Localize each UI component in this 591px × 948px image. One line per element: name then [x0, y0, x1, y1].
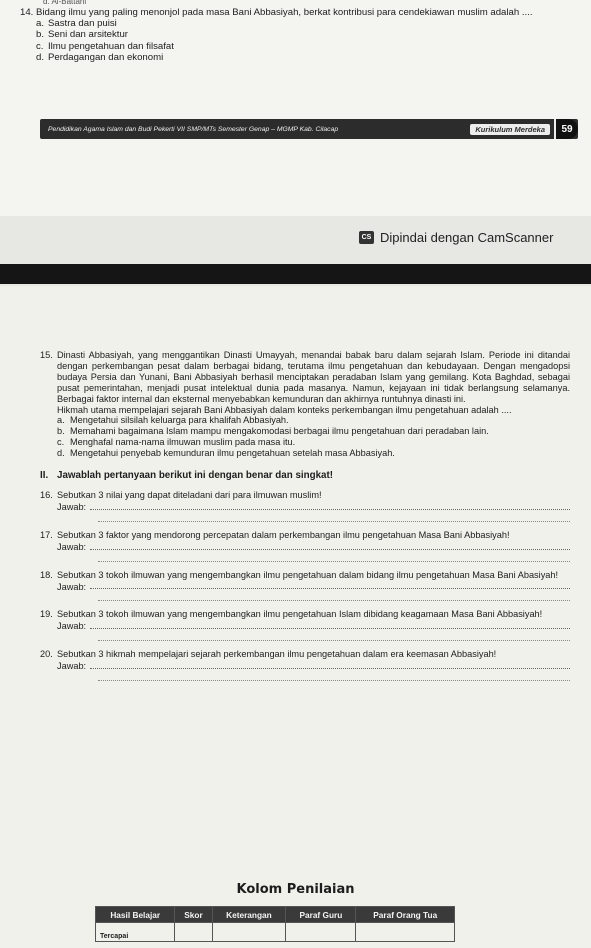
question-text: Bidang ilmu yang paling menonjol pada masa Bani Abbasiyah, berkat kontribusi para cendekiawan muslim adalah ....	[36, 7, 533, 18]
answer-line[interactable]: Jawab:	[40, 621, 570, 632]
reading-paragraph: Dinasti Abbasiyah, yang menggantikan Dinasti Umayyah, menandai babak baru dalam sejarah Islam. Periode ini ditandai dengan perkembangan pesat dalam berbagai bidang, terutama ilmu pengetahuan dan kebudayaan. Dengan mengadopsi budaya Persia dan Yunani, Bani Abbasiyah berhasil menciptakan peradaban Islam yang gemilang. Kota Baghdad, sebagai pusat pemerintahan, menjadi pusat intelektual dunia pada masanya. Namun, kejayaan ini tidak berlangsung selamanya. Berbagai faktor internal dan eksternal menyebabkan kemunduran dan akhirnya runtuhnya dinasti ini.	[57, 350, 570, 404]
question-14	[20, 0, 572, 63]
option-d: d. Mengetahui penyebab kemunduran ilmu pengetahuan setelah masa Abbasiyah.	[57, 448, 395, 459]
answer-line[interactable]: Jawab:	[40, 542, 570, 553]
row-label: Tercapai	[96, 923, 175, 942]
question-number: 14.	[20, 7, 34, 18]
header-hasil-belajar: Hasil Belajar	[96, 907, 175, 923]
header-skor: Skor	[175, 907, 212, 923]
worksheet-content	[40, 350, 570, 681]
footer-text: Pendidikan Agama Islam dan Budi Pekerti VII SMP/MTs Semester Genap – MGMP Kab. Cilacap	[48, 125, 339, 133]
note-cell[interactable]	[212, 923, 286, 942]
table-row	[96, 923, 455, 942]
essay-question-17: 17. Sebutkan 3 faktor yang mendorong percepatan dalam perkembangan ilmu pengetahuan Masa Bani Abbasiyah! Jawab:	[40, 530, 570, 562]
option-c: c. Menghafal nama-nama ilmuwan muslim pada masa itu.	[57, 437, 296, 448]
page-footer	[40, 119, 578, 139]
option-d: d. Perdagangan dan ekonomi	[36, 51, 164, 63]
header-paraf-guru: Paraf Guru	[286, 907, 356, 923]
option-a: a. Mengetahui silsilah keluarga para khalifah Abbasiyah.	[57, 415, 289, 426]
question-number: 15.	[40, 350, 53, 360]
header-paraf-orang-tua: Paraf Orang Tua	[356, 907, 455, 923]
teacher-sign-cell[interactable]	[286, 923, 356, 942]
option-c: c. Ilmu pengetahuan dan filsafat	[36, 40, 174, 52]
assessment-table	[95, 906, 455, 942]
answer-line-extra[interactable]	[98, 672, 570, 681]
question-15	[40, 350, 570, 415]
essay-question-20: 20. Sebutkan 3 hikmah mempelajari sejarah perkembangan ilmu pengetahuan dalam era keemasan Abbasiyah! Jawab:	[40, 649, 570, 681]
answer-line-extra[interactable]	[98, 513, 570, 522]
curriculum-badge: Kurikulum Merdeka	[470, 124, 550, 135]
camscanner-watermark	[359, 230, 553, 245]
answer-line-extra[interactable]	[98, 632, 570, 641]
scan-edge-bar	[0, 264, 591, 284]
top-page	[0, 0, 591, 216]
header-keterangan: Keterangan	[212, 907, 286, 923]
option-b: b. Memahami bagaimana Islam mampu mengakomodasi berbagai ilmu pengetahuan dari peradaban lain.	[57, 426, 489, 437]
question-text: Hikmah utama mempelajari sejarah Bani Abbasiyah dalam konteks perkembangan ilmu pengetahuan adalah ....	[57, 404, 512, 415]
answer-line[interactable]: Jawab:	[40, 582, 570, 593]
answer-line[interactable]: Jawab:	[40, 661, 570, 672]
answer-line-extra[interactable]	[98, 592, 570, 601]
cut-option: d. Al-Battani	[43, 0, 87, 6]
assessment-title: Kolom Penilaian	[236, 882, 355, 897]
camscanner-text: Dipindai dengan CamScanner	[380, 230, 554, 245]
option-b: b. Seni dan arsitektur	[36, 29, 128, 41]
section-heading: II. Jawablah pertanyaan berikut ini dengan benar dan singkat!	[40, 470, 334, 482]
bottom-page	[0, 286, 591, 948]
essay-question-19: 19. Sebutkan 3 tokoh ilmuwan yang mengembangkan ilmu pengetahuan Islam dibidang keagamaan Masa Bani Abbasiyah! Jawab:	[40, 609, 570, 641]
answer-line[interactable]: Jawab:	[40, 502, 570, 513]
essay-question-16: 16. Sebutkan 3 nilai yang dapat diteladani dari para ilmuwan muslim! Jawab:	[40, 490, 570, 522]
answer-line-extra[interactable]	[98, 553, 570, 562]
camscanner-logo-icon: CS	[359, 231, 374, 244]
page-number: 59	[554, 119, 578, 139]
parent-sign-cell[interactable]	[356, 923, 455, 942]
option-a: a. Sastra dan puisi	[36, 18, 117, 30]
essay-question-18: 18. Sebutkan 3 tokoh ilmuwan yang mengembangkan ilmu pengetahuan dalam bidang ilmu pengetahuan Masa Bani Abasiyah! Jawab:	[40, 570, 570, 602]
score-cell[interactable]	[175, 923, 212, 942]
